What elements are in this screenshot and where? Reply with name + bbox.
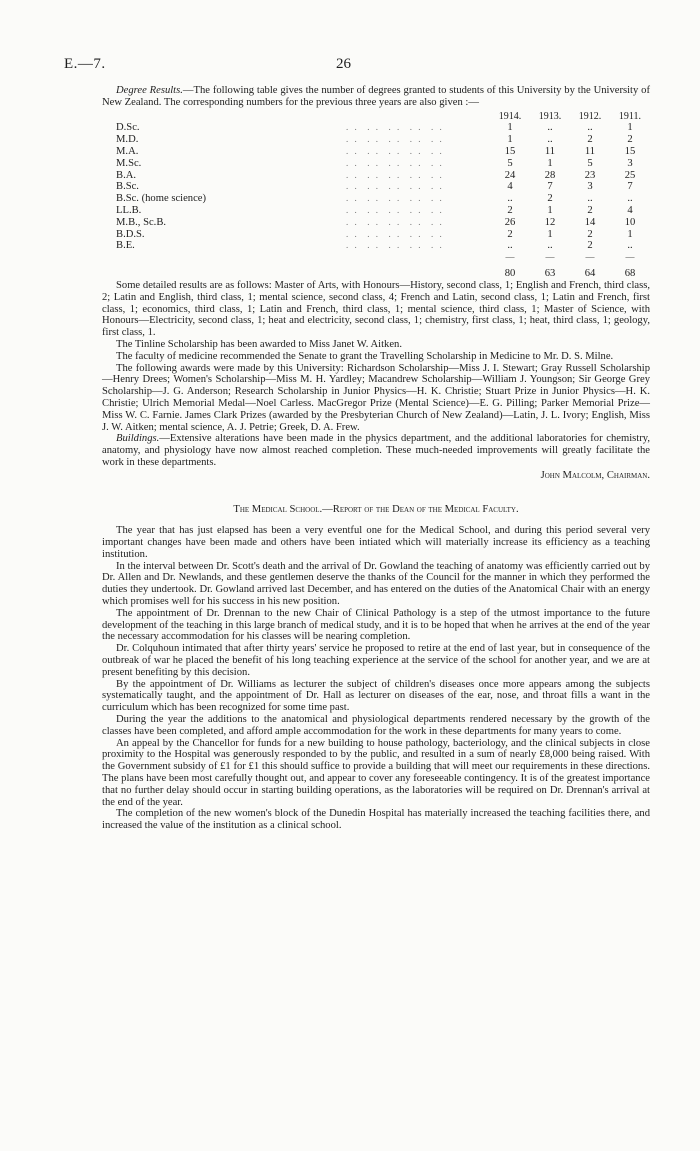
- degree-count: 2: [587, 204, 593, 216]
- degree-count: 1: [627, 122, 633, 134]
- degree-name: B.Sc.: [116, 181, 139, 193]
- degree-row: [116, 158, 650, 170]
- page-number: 26: [336, 56, 351, 72]
- degree-count: 23: [584, 169, 596, 181]
- medical-report-paragraph: The completion of the new women's block of the Dunedin Hospital has materially increased the teaching facilities there, and increased the value of the institution as a clinical school.: [102, 808, 650, 832]
- page-reference: E.—7.: [64, 56, 106, 72]
- degree-count: 7: [627, 181, 633, 193]
- degree-table-header: [116, 111, 650, 123]
- degree-name: M.A.: [116, 145, 139, 157]
- awards-paragraph: The following awards were made by this University: Richardson Scholarship—Miss J. I. Stewart; Gray Russell Scholarship—Henry Drees; Women's Scholarship—Miss M. H. Yardley; Macandrew Scholarship—William J. Youngson; Sir George Grey Scholarship—J. G. Anderson; Research Scholarship in Junior Physics—H. K. Christie; Stuart Prize in Junior Physics—H. K. Christie; Ulrich Memorial Medal—Noel Carless. MacGregor Prize (Mental Science)—E. G. Pilling; Parker Memorial Prize—Miss W. C. Farnie. James Clark Prizes (awarded by the Presbyterian Church of New Zealand)—Latin, J. L. Ivory; English, Miss J. W. Aitken; mental science, A. J. Petrie; Greek, D. A. Frew.: [102, 362, 650, 433]
- degree-name: LL.B.: [116, 204, 142, 216]
- medical-report-paragraph: An appeal by the Chancellor for funds for a new building to house pathology, bacteriology, and the clinical subjects in close proximity to the Hospital was generously responded to by the public, and resulted in a sum of nearly £8,000 being raised. With the Government subsidy of £1 for £1 this should suffice to provide a building that will meet our requirements in these directions. The plans have been most carefully thought out, and appear to cover any foreseeable contingency. It is of the greatest importance that no further delay should occur in starting building operations, as the laboratories will be required on Dr. Drennan's arrival at the end of the year.: [102, 737, 650, 808]
- leader-dots: . . . . . . . . . .: [346, 181, 444, 192]
- degree-count: ..: [547, 122, 553, 134]
- degree-name: M.Sc.: [116, 157, 142, 169]
- medical-report-paragraph: The appointment of Dr. Drennan to the new Chair of Clinical Pathology is a step of the utmost importance to the future development of the teaching in this large branch of medical study, and it is to be hoped that when he arrives at the end of the year the necessary accommodation for his classes will be nearing completion.: [102, 607, 650, 643]
- total-count: 80: [504, 268, 516, 280]
- degree-count: 1: [507, 122, 513, 134]
- leader-dots: . . . . . . . . . .: [346, 169, 444, 180]
- degree-count: 24: [504, 169, 516, 181]
- degree-count: 2: [507, 228, 513, 240]
- medical-report-paragraph: During the year the additions to the anatomical and physiological departments rendered necessary by the growth of the classes have been completed, and afford ample accommodation for the work in these departments for many years to come.: [102, 714, 650, 737]
- degree-row: [116, 193, 650, 205]
- degree-count: 2: [587, 240, 593, 252]
- degree-count: 15: [624, 145, 636, 157]
- degree-name: D.Sc.: [116, 122, 140, 134]
- total-count: 68: [624, 268, 636, 280]
- leader-dots: . . . . . . . . . .: [346, 240, 444, 251]
- leader-dots: . . . . . . . . . .: [346, 228, 444, 239]
- detailed-results-paragraph: Some detailed results are as follows: Master of Arts, with Honours—History, second class, 1; English and French, third class, 2; Latin and English, third class, 1; mental science, second class, 4; French and Latin, second class, 1; Latin and French, first class, 1; economics, third class, 1; Latin and French, third class, 1; mental science, third class, 1; Master of Science, with Honours—Electricity, second class, 1; heat and electricity, second class, 1; chemistry, first class, 1; heat, third class, 1; geology, first class, 1.: [102, 279, 650, 339]
- degree-count: ..: [587, 122, 593, 134]
- leader-dots: . . . . . . . . . .: [346, 204, 444, 215]
- degree-count: 2: [587, 134, 593, 146]
- leader-dots: . . . . . . . . . .: [346, 193, 444, 204]
- leader-dots: . . . . . . . . . .: [346, 145, 444, 156]
- page-body: [102, 85, 650, 832]
- degree-count: 14: [584, 216, 596, 228]
- degree-row: [116, 240, 650, 252]
- degree-row: [116, 205, 650, 217]
- degree-count: 2: [547, 193, 553, 205]
- degree-count: ..: [547, 134, 553, 146]
- year-header: 1913.: [538, 110, 562, 122]
- buildings-paragraph: [102, 433, 650, 468]
- degree-table: [116, 111, 650, 280]
- degree-count: 3: [627, 157, 633, 169]
- degree-count: 7: [547, 181, 553, 193]
- degree-intro-paragraph: [102, 85, 650, 109]
- degree-name: B.Sc. (home science): [116, 193, 207, 205]
- medical-report: [102, 525, 650, 832]
- degree-row: [116, 181, 650, 193]
- degree-count: 11: [544, 145, 556, 157]
- degree-name: B.D.S.: [116, 228, 145, 240]
- degree-count: ..: [507, 193, 513, 205]
- degree-intro-text: —The following table gives the number of degrees granted to students of this University by the University of New Zealand. The corresponding numbers for the previous three years are also given :—: [102, 85, 650, 108]
- chairman-signature: John Malcolm, Chairman.: [540, 469, 650, 481]
- degree-count: 2: [587, 228, 593, 240]
- degree-count: 1: [547, 204, 553, 216]
- degree-count: 1: [547, 228, 553, 240]
- medical-report-paragraph: By the appointment of Dr. Williams as lecturer the subject of children's diseases once more appears among the subjects systematically taught, and the appointment of Dr. Hall as lecturer on diseases of the ear, nose, and throat fills a want in the curriculum which has been recognized for some time past.: [102, 678, 650, 714]
- year-header: 1911.: [618, 110, 642, 122]
- total-count: 64: [584, 268, 596, 280]
- totals-row: [116, 264, 650, 280]
- medical-school-heading: The Medical School.—Report of the Dean of the Medical Faculty.: [233, 503, 519, 515]
- degree-row: [116, 134, 650, 146]
- degree-count: 25: [624, 169, 636, 181]
- degree-count: 26: [504, 216, 516, 228]
- degree-count: 15: [504, 145, 516, 157]
- degree-table-body: [116, 122, 650, 280]
- buildings-label: Buildings.: [116, 433, 160, 445]
- year-header: 1914.: [498, 110, 522, 122]
- degree-count: 2: [627, 134, 633, 146]
- degree-row: [116, 146, 650, 158]
- degree-count: 2: [507, 204, 513, 216]
- degree-count: ..: [627, 240, 633, 252]
- tinline-paragraph: The Tinline Scholarship has been awarded to Miss Janet W. Aitken.: [116, 338, 402, 350]
- degree-count: 1: [507, 134, 513, 146]
- total-count: 63: [544, 268, 556, 280]
- degree-count: 12: [544, 216, 556, 228]
- degree-row: [116, 229, 650, 241]
- degree-row: [116, 170, 650, 182]
- degree-count: 1: [547, 157, 553, 169]
- medical-report-paragraph: Dr. Colquhoun intimated that after thirty years' service he proposed to retire at the end of last year, but in consequence of the outbreak of war he placed the benefit of his long teaching experience at the service of the school for another year, and we are at present benefiting by this decision.: [102, 643, 650, 678]
- degree-count: 4: [627, 204, 633, 216]
- degree-name: B.E.: [116, 240, 135, 252]
- degree-count: ..: [547, 240, 553, 252]
- leader-dots: . . . . . . . . . .: [346, 122, 444, 133]
- degree-name: M.B., Sc.B.: [116, 216, 167, 228]
- buildings-text: —Extensive alterations have been made in the physics department, and the additional laboratories for chemistry, anatomy, and physiology have now almost reached completion. These much-needed improvements will greatly facilitate the work in these departments.: [102, 433, 650, 468]
- degree-count: 1: [627, 228, 633, 240]
- degree-count: ..: [507, 240, 513, 252]
- degree-count: 11: [584, 145, 596, 157]
- year-header: 1912.: [578, 110, 602, 122]
- degree-name: B.A.: [116, 169, 137, 181]
- total-rule: — — — —: [505, 252, 635, 263]
- leader-dots: . . . . . . . . . .: [346, 157, 444, 168]
- degree-count: 5: [507, 157, 513, 169]
- leader-dots: . . . . . . . . . .: [346, 216, 444, 227]
- degree-count: 28: [544, 169, 556, 181]
- degree-row: [116, 122, 650, 134]
- medical-report-paragraph: The year that has just elapsed has been a very eventful one for the Medical School, and during this period several very important changes have been made and others have been intiated which will materially increase its efficiency as a teaching institution.: [102, 525, 650, 560]
- travelling-scholarship-paragraph: The faculty of medicine recommended the Senate to grant the Travelling Scholarship in Medicine to Mr. D. S. Milne.: [116, 350, 614, 362]
- degree-count: 5: [587, 157, 593, 169]
- leader-dots: . . . . . . . . . .: [346, 134, 444, 145]
- degree-count: 4: [507, 181, 513, 193]
- degree-name: M.D.: [116, 134, 139, 146]
- degree-count: 3: [587, 181, 593, 193]
- degree-row: [116, 217, 650, 229]
- medical-report-paragraph: In the interval between Dr. Scott's death and the arrival of Dr. Gowland the teaching of anatomy was efficiently carried out by Dr. Allen and Dr. Newlands, and these gentlemen deserve the thanks of the Council for the manner in which they performed the duties they undertook. Dr. Gowland arrived last December, and has entered on the duties of the Anatomical Chair with an energy which promises well for his success in his new position.: [102, 560, 650, 608]
- degree-count: ..: [627, 193, 633, 205]
- degree-count: ..: [587, 193, 593, 205]
- degree-count: 10: [624, 216, 636, 228]
- degree-results-label: Degree Results.: [116, 85, 183, 96]
